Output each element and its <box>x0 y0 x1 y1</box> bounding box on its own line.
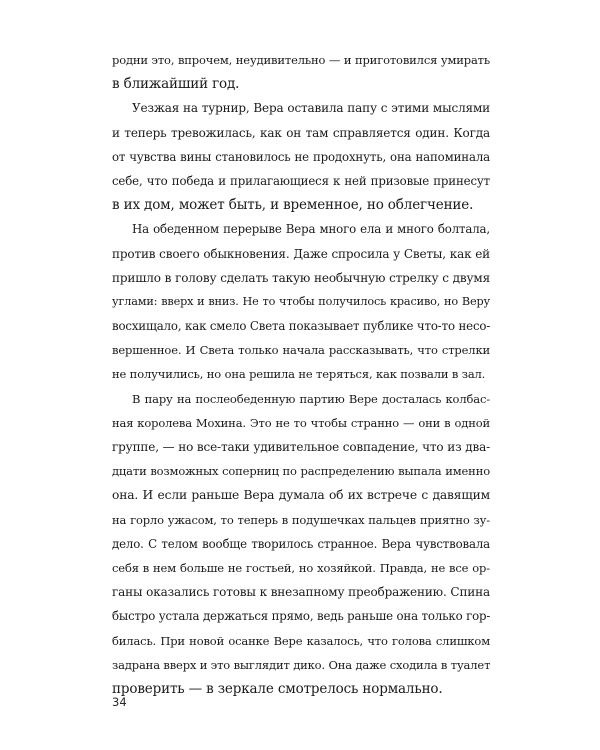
text-line: группе, — но все-таки удивительное совпадение, что из два- <box>112 440 490 454</box>
text-line: от чувства вины становилось не продохнуть, она напоминала <box>112 149 490 164</box>
text-line: и теперь тревожилась, как он там справляется один. Когда <box>112 125 490 140</box>
text-line: на горло ужасом, то теперь в подушечках пальцев приятно зу- <box>112 512 490 527</box>
text-line: себя в нем больше не гостьей, но хозяйкой. Правда, не все ор- <box>112 560 490 575</box>
page-number: 34 <box>112 695 127 709</box>
text-line: дцати возможных соперниц по распределению выпала именно <box>112 464 490 479</box>
paragraph <box>112 217 490 386</box>
text-line: В пару на послеобеденную партию Вере досталась колбас- <box>132 391 490 406</box>
text-line: она. И если раньше Вера думала об их встрече с давящим <box>112 488 490 503</box>
text-line: Уезжая на турнир, Вера оставила папу с этими мыслями <box>132 101 490 116</box>
text-line: ганы оказались готовы к внезапному преображению. Спина <box>112 585 490 600</box>
text-line: не получились, но она решила не теряться, как позвали в зал. <box>112 367 486 382</box>
text-line: родни это, впрочем, неудивительно — и приготовился умирать <box>112 53 490 67</box>
paragraph <box>112 96 490 217</box>
text-line: в их дом, может быть, и временное, но облегчение. <box>112 197 474 214</box>
text-line: проверить — в зеркале смотрелось нормально. <box>112 680 443 697</box>
text-line: вершенное. И Света только начала рассказывать, что стрелки <box>112 343 490 358</box>
paragraph <box>112 48 490 96</box>
text-line: себе, что победа и прилагающиеся к ней призовые принесут <box>112 173 490 188</box>
text-line: восхищало, как смело Света показывает публике что-то несо- <box>112 319 491 334</box>
text-line: билась. При новой осанке Вере казалось, что голова слишком <box>112 633 490 648</box>
text-line: углами: вверх и вниз. Не то чтобы получилось красиво, но Веру <box>112 294 490 308</box>
text-line: пришло в голову сделать такую необычную стрелку с двумя <box>112 270 490 285</box>
body-text <box>112 48 490 701</box>
text-line: задрана вверх и это выглядит дико. Она даже сходила в туалет <box>112 657 491 672</box>
text-line: ная королева Мохина. Это не то чтобы странно — они в одной <box>112 415 490 430</box>
text-line: в ближайший год. <box>112 76 240 93</box>
text-line: быстро устала держаться прямо, ведь раньше она только гор- <box>112 609 491 624</box>
text-line: против своего обыкновения. Даже спросила у Светы, как ей <box>112 246 490 261</box>
paragraph <box>112 387 490 701</box>
text-line: На обеденном перерыве Вера много ела и много болтала, <box>132 222 490 237</box>
text-line: дело. С телом вообще творилось странное. Вера чувствовала <box>112 536 490 551</box>
